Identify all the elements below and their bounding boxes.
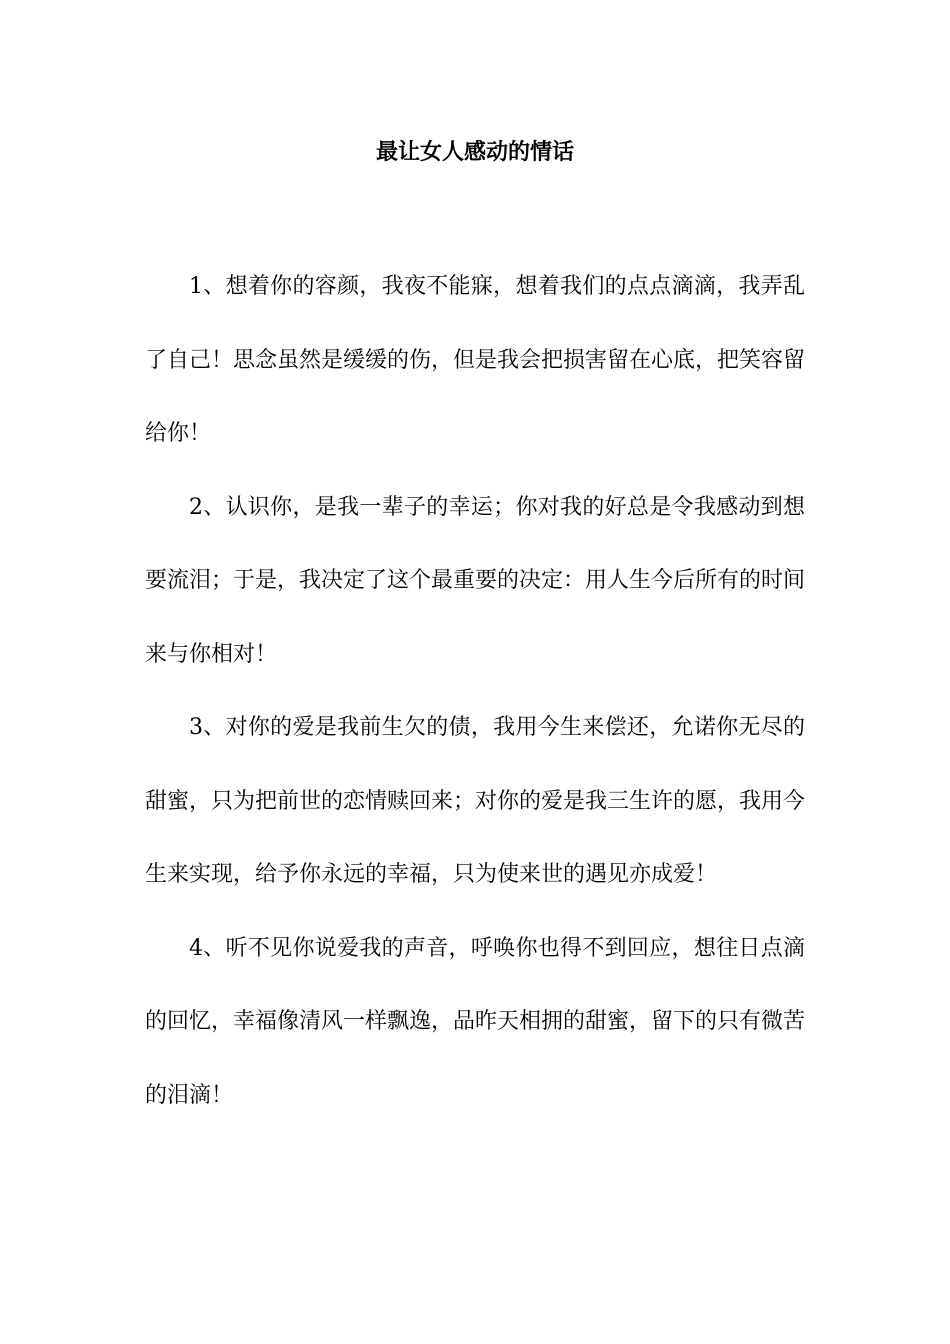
paragraph-2: 2、认识你，是我一辈子的幸运；你对我的好总是令我感动到想要流泪；于是，我决定了这个最重要的决定：用人生今后所有的时间来与你相对！ [145, 494, 806, 667]
document-body [145, 250, 805, 1132]
paragraph-1: 1、想着你的容颜，我夜不能寐，想着我们的点点滴滴，我弄乱了自己！思念虽然是缓缓的伤，但是我会把损害留在心底，把笑容留给你！ [145, 274, 806, 446]
document-title: 最让女人感动的情话 [375, 139, 574, 165]
paragraph-3: 3、对你的爱是我前生欠的债，我用今生来偿还，允诺你无尽的甜蜜，只为把前世的恋情赎回来；对你的爱是我三生许的愿，我用今生来实现，给予你永远的幸福，只为使来世的遇见亦成爱！ [145, 715, 806, 887]
paragraph-4: 4、听不见你说爱我的声音，呼唤你也得不到回应，想往日点滴的回忆，幸福像清风一样飘逸，品昨天相拥的甜蜜，留下的只有微苦的泪滴！ [145, 935, 806, 1108]
